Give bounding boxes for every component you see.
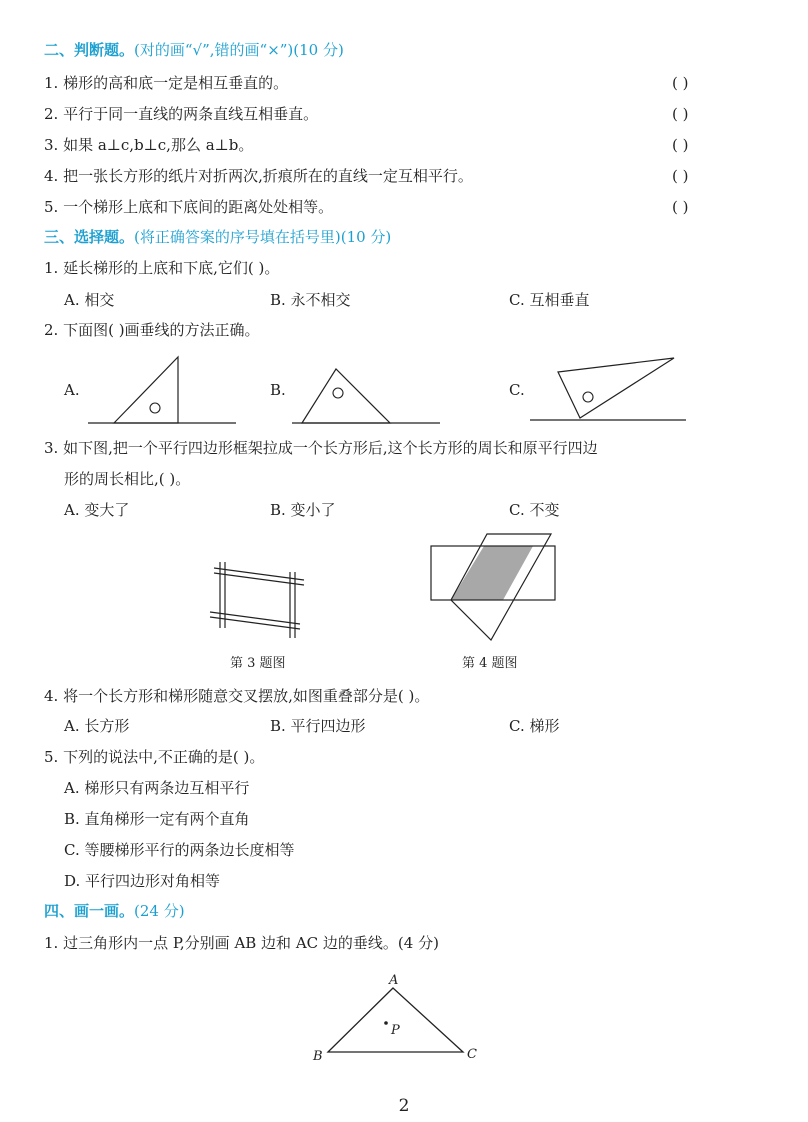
q2-figure-a bbox=[88, 355, 238, 425]
q1-option-c: C. 互相垂直 bbox=[509, 291, 590, 309]
q4-option-a: A. 长方形 bbox=[64, 717, 130, 735]
q2-option-a: A. bbox=[64, 381, 80, 399]
q1-option-a: A. 相交 bbox=[64, 291, 115, 309]
section4-title: 四、画一画。 bbox=[44, 902, 135, 920]
set-square-c bbox=[558, 358, 674, 418]
judge-item-5: 5. 一个梯形上底和下底间的距离处处相等。 bbox=[44, 198, 334, 216]
choice-q4: 4. 将一个长方形和梯形随意交叉摆放,如图重叠部分是( )。 bbox=[44, 687, 430, 705]
triangle-abc bbox=[305, 968, 495, 1068]
judge-item-1: 1. 梯形的高和底一定是相互垂直的。 bbox=[44, 74, 289, 92]
section3-note: (将正确答案的序号填在括号里)(10 分) bbox=[134, 228, 392, 246]
q2-figure-b bbox=[292, 365, 442, 425]
point-label-p: P bbox=[391, 1023, 400, 1038]
vertex-label-c: C bbox=[467, 1047, 477, 1062]
choice-q3-line2: 形的周长相比,( )。 bbox=[64, 470, 191, 488]
answer-paren-1[interactable]: ( ) bbox=[672, 74, 689, 92]
figure3-frame bbox=[208, 560, 308, 640]
q5-option-b: B. 直角梯形一定有两个直角 bbox=[64, 810, 250, 828]
draw-q1: 1. 过三角形内一点 P,分别画 AB 边和 AC 边的垂线。(4 分) bbox=[44, 934, 439, 952]
judge-item-3: 3. 如果 a⊥c,b⊥c,那么 a⊥b。 bbox=[44, 136, 254, 154]
figure4-caption: 第 4 题图 bbox=[462, 656, 518, 671]
answer-paren-3[interactable]: ( ) bbox=[672, 136, 689, 154]
section4-heading bbox=[44, 901, 185, 921]
triangle-outline bbox=[328, 988, 463, 1052]
page-number: 2 bbox=[398, 1096, 410, 1116]
set-square-hole-a bbox=[150, 403, 160, 413]
q4-option-c: C. 梯形 bbox=[509, 717, 560, 735]
section2-title: 二、判断题。 bbox=[44, 41, 135, 59]
answer-paren-4[interactable]: ( ) bbox=[672, 167, 689, 185]
point-p-dot bbox=[384, 1021, 388, 1025]
figure3-caption: 第 3 题图 bbox=[230, 656, 286, 671]
q2-option-c: C. bbox=[509, 381, 525, 399]
overlap-region bbox=[451, 546, 533, 600]
set-square-a bbox=[114, 357, 178, 423]
figure4-overlap bbox=[425, 530, 565, 645]
set-square-hole-c bbox=[583, 392, 593, 402]
q2-option-b: B. bbox=[270, 381, 286, 399]
section3-title: 三、选择题。 bbox=[44, 228, 135, 246]
section2-heading bbox=[44, 40, 344, 60]
judge-item-2: 2. 平行于同一直线的两条直线互相垂直。 bbox=[44, 105, 319, 123]
choice-q2: 2. 下面图( )画垂线的方法正确。 bbox=[44, 321, 260, 339]
choice-q1: 1. 延长梯形的上底和下底,它们( )。 bbox=[44, 259, 280, 277]
q5-option-c: C. 等腰梯形平行的两条边长度相等 bbox=[64, 841, 295, 859]
section4-note: (24 分) bbox=[134, 902, 185, 920]
q4-option-b: B. 平行四边形 bbox=[270, 717, 366, 735]
judge-item-4: 4. 把一张长方形的纸片对折两次,折痕所在的直线一定互相平行。 bbox=[44, 167, 473, 185]
section2-note: (对的画“√”,错的画“×”)(10 分) bbox=[134, 41, 344, 59]
answer-paren-5[interactable]: ( ) bbox=[672, 198, 689, 216]
q2-figure-c bbox=[530, 354, 690, 426]
q3-option-a: A. 变大了 bbox=[64, 501, 130, 519]
q5-option-d: D. 平行四边形对角相等 bbox=[64, 872, 221, 890]
set-square-hole-b bbox=[333, 388, 343, 398]
answer-paren-2[interactable]: ( ) bbox=[672, 105, 689, 123]
q3-option-c: C. 不变 bbox=[509, 501, 560, 519]
q3-option-b: B. 变小了 bbox=[270, 501, 336, 519]
q1-option-b: B. 永不相交 bbox=[270, 291, 351, 309]
q5-option-a: A. 梯形只有两条边互相平行 bbox=[64, 779, 250, 797]
vertex-label-a: A bbox=[389, 973, 399, 988]
set-square-b bbox=[302, 369, 390, 423]
choice-q5: 5. 下列的说法中,不正确的是( )。 bbox=[44, 748, 265, 766]
section3-heading bbox=[44, 227, 391, 247]
choice-q3-line1: 3. 如下图,把一个平行四边形框架拉成一个长方形后,这个长方形的周长和原平行四边 bbox=[44, 439, 598, 457]
vertex-label-b: B bbox=[313, 1049, 323, 1064]
